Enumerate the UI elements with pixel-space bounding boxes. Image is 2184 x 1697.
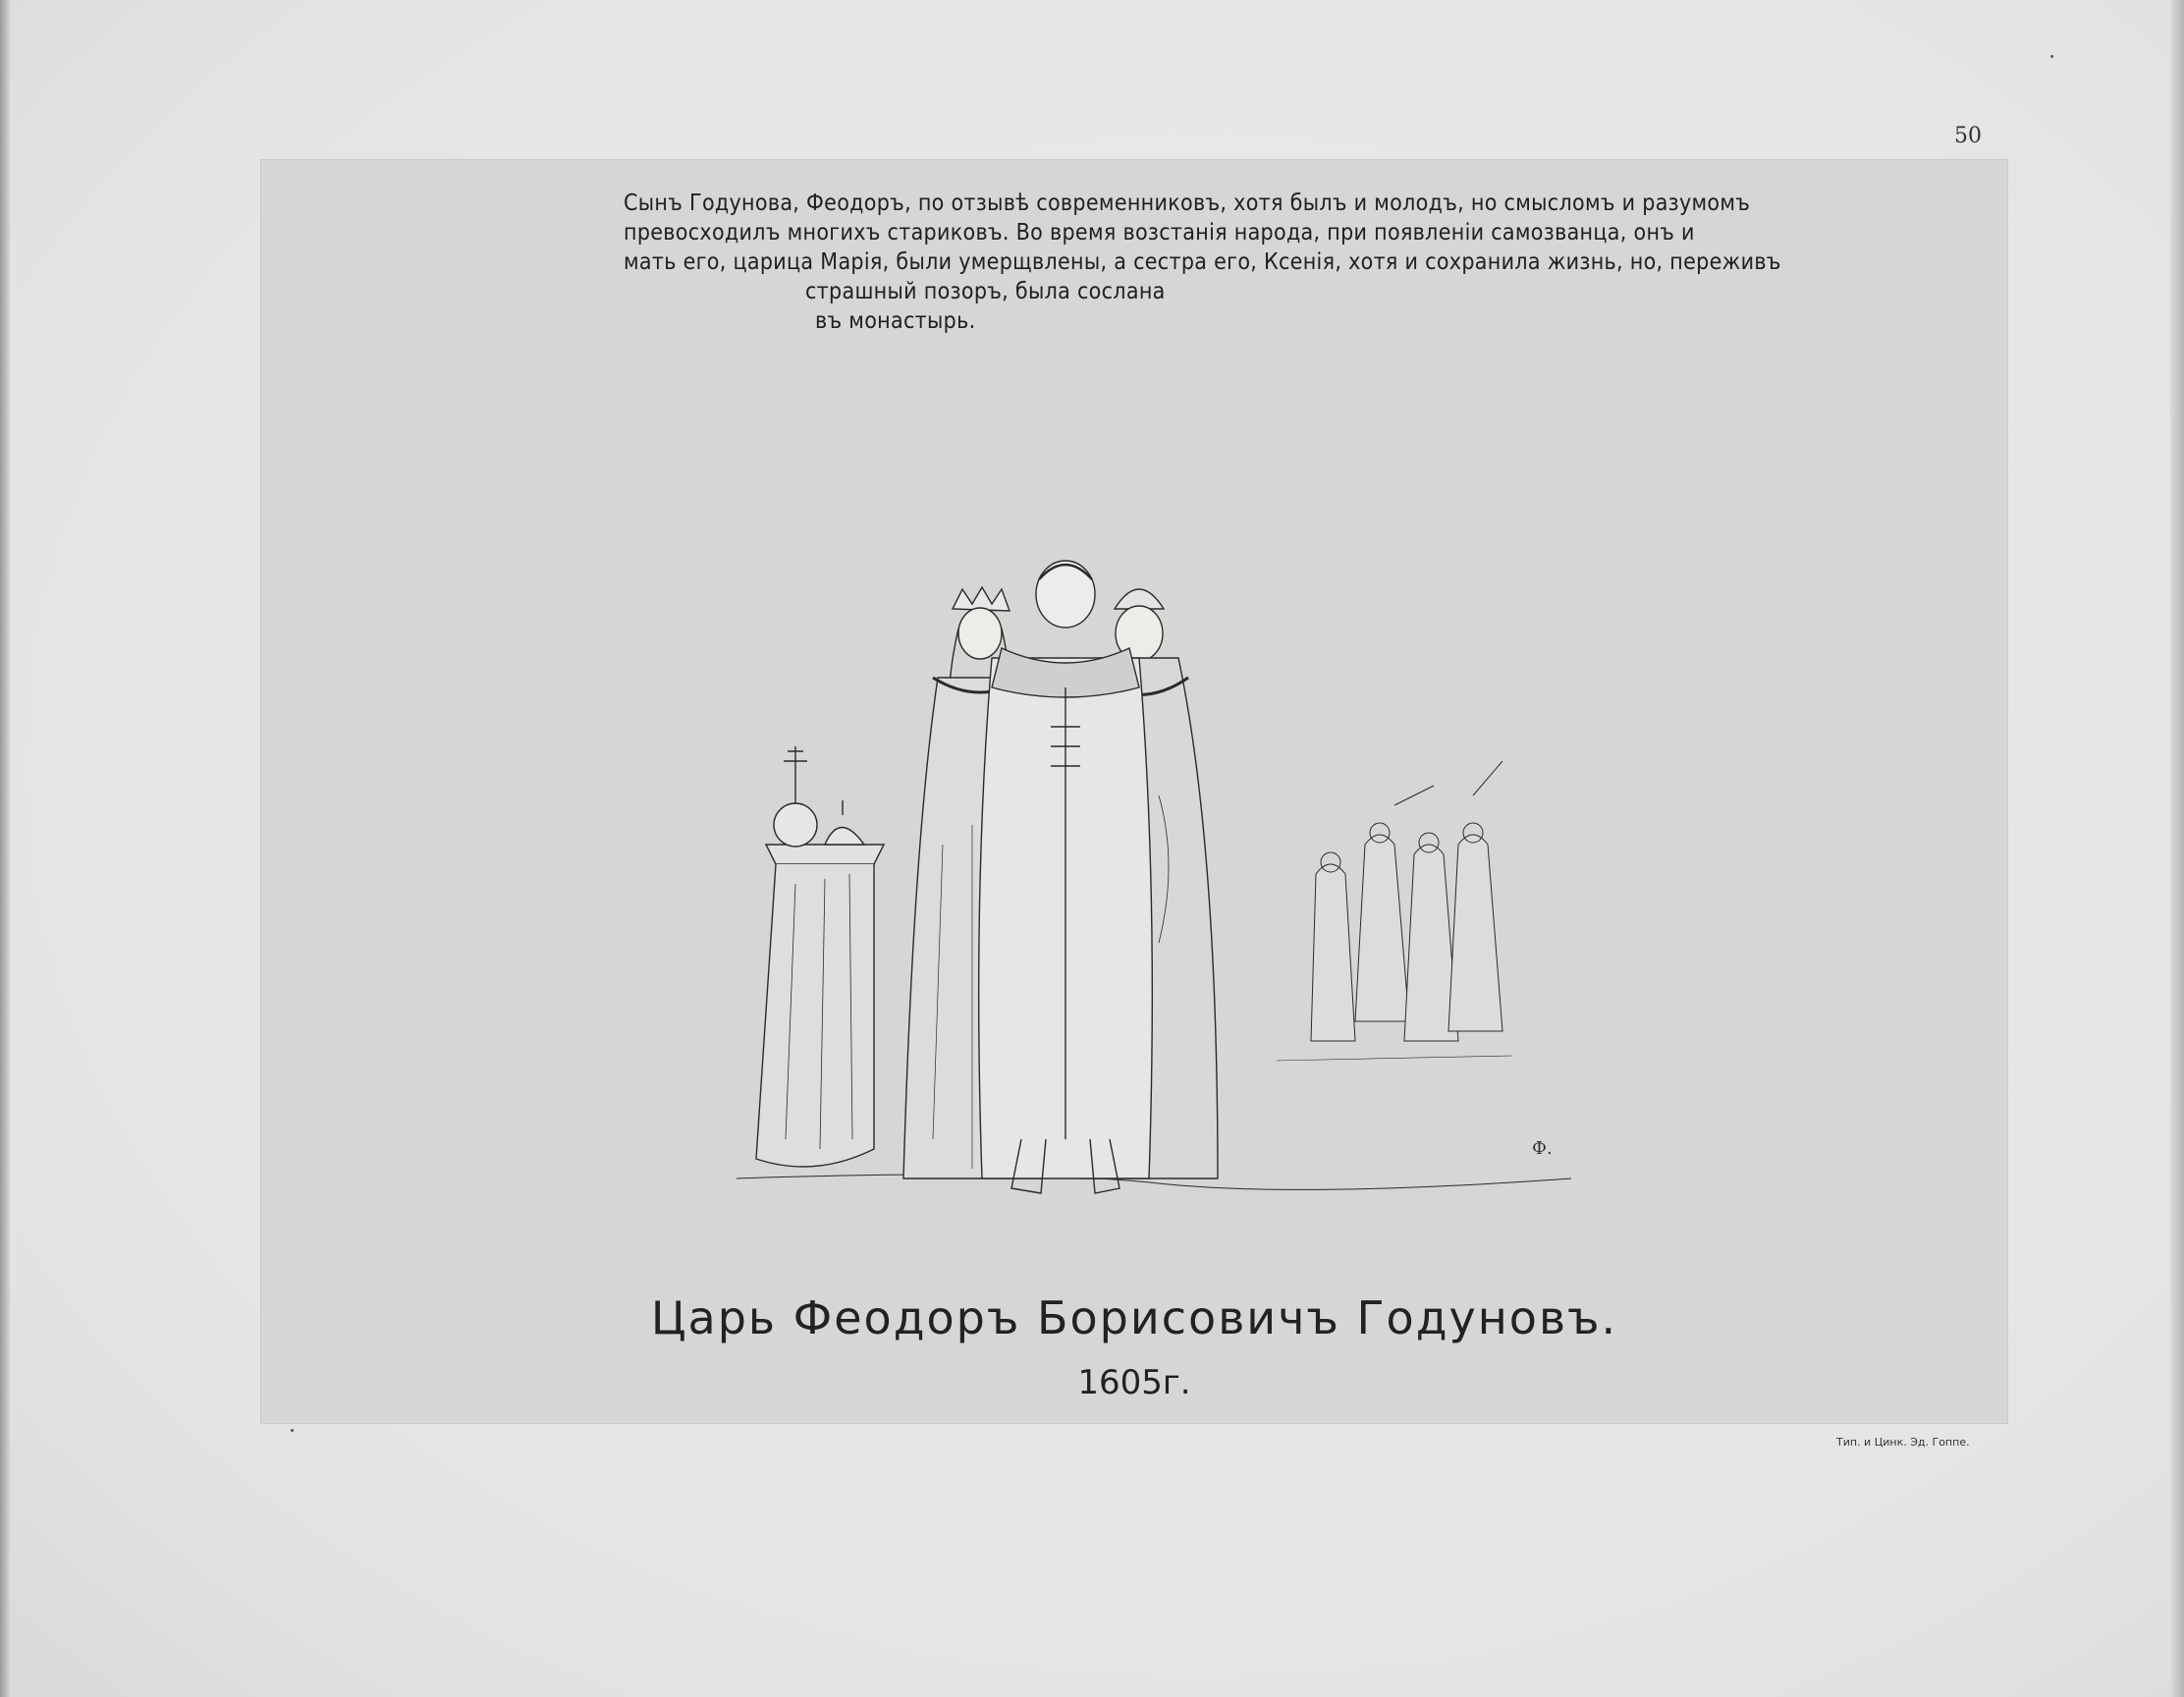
caption-text [624, 189, 1781, 336]
paper-speck [291, 1429, 294, 1432]
caption-line: страшный позоръ, была сослана [805, 279, 1166, 304]
caption-line: превосходилъ многихъ стариковъ. Во время возстанія народа, при появленіи самозванца, онъ и [624, 220, 1695, 246]
printer-imprint: Тип. и Цинк. Эд. Гоппе. [1836, 1436, 1970, 1449]
plate-year: 1605г. [1077, 1363, 1191, 1402]
caption-line: мать его, царица Марія, были умерщвлены, а сестра его, Ксенія, хотя и сохранила жизнь, но, переживъ [624, 249, 1781, 275]
caption-line: въ монастырь. [815, 308, 976, 334]
engraving-illustration [727, 550, 1591, 1198]
figure-fyodor [979, 561, 1153, 1193]
caption-line: Сынъ Годунова, Феодоръ, по отзывѣ современниковъ, хотя былъ и молодъ, но смысломъ и разумомъ [624, 191, 1751, 216]
page-number: 50 [1954, 124, 1982, 148]
page-edge-right [2170, 0, 2184, 1697]
plate-title: Царь Феодоръ Борисовичъ Годуновъ. [650, 1291, 1618, 1344]
paper-speck [2050, 55, 2053, 58]
page-edge-left [0, 0, 10, 1697]
table-with-regalia [756, 746, 884, 1167]
artist-signature: Ф. [1532, 1138, 1553, 1159]
crowd [1277, 761, 1512, 1061]
